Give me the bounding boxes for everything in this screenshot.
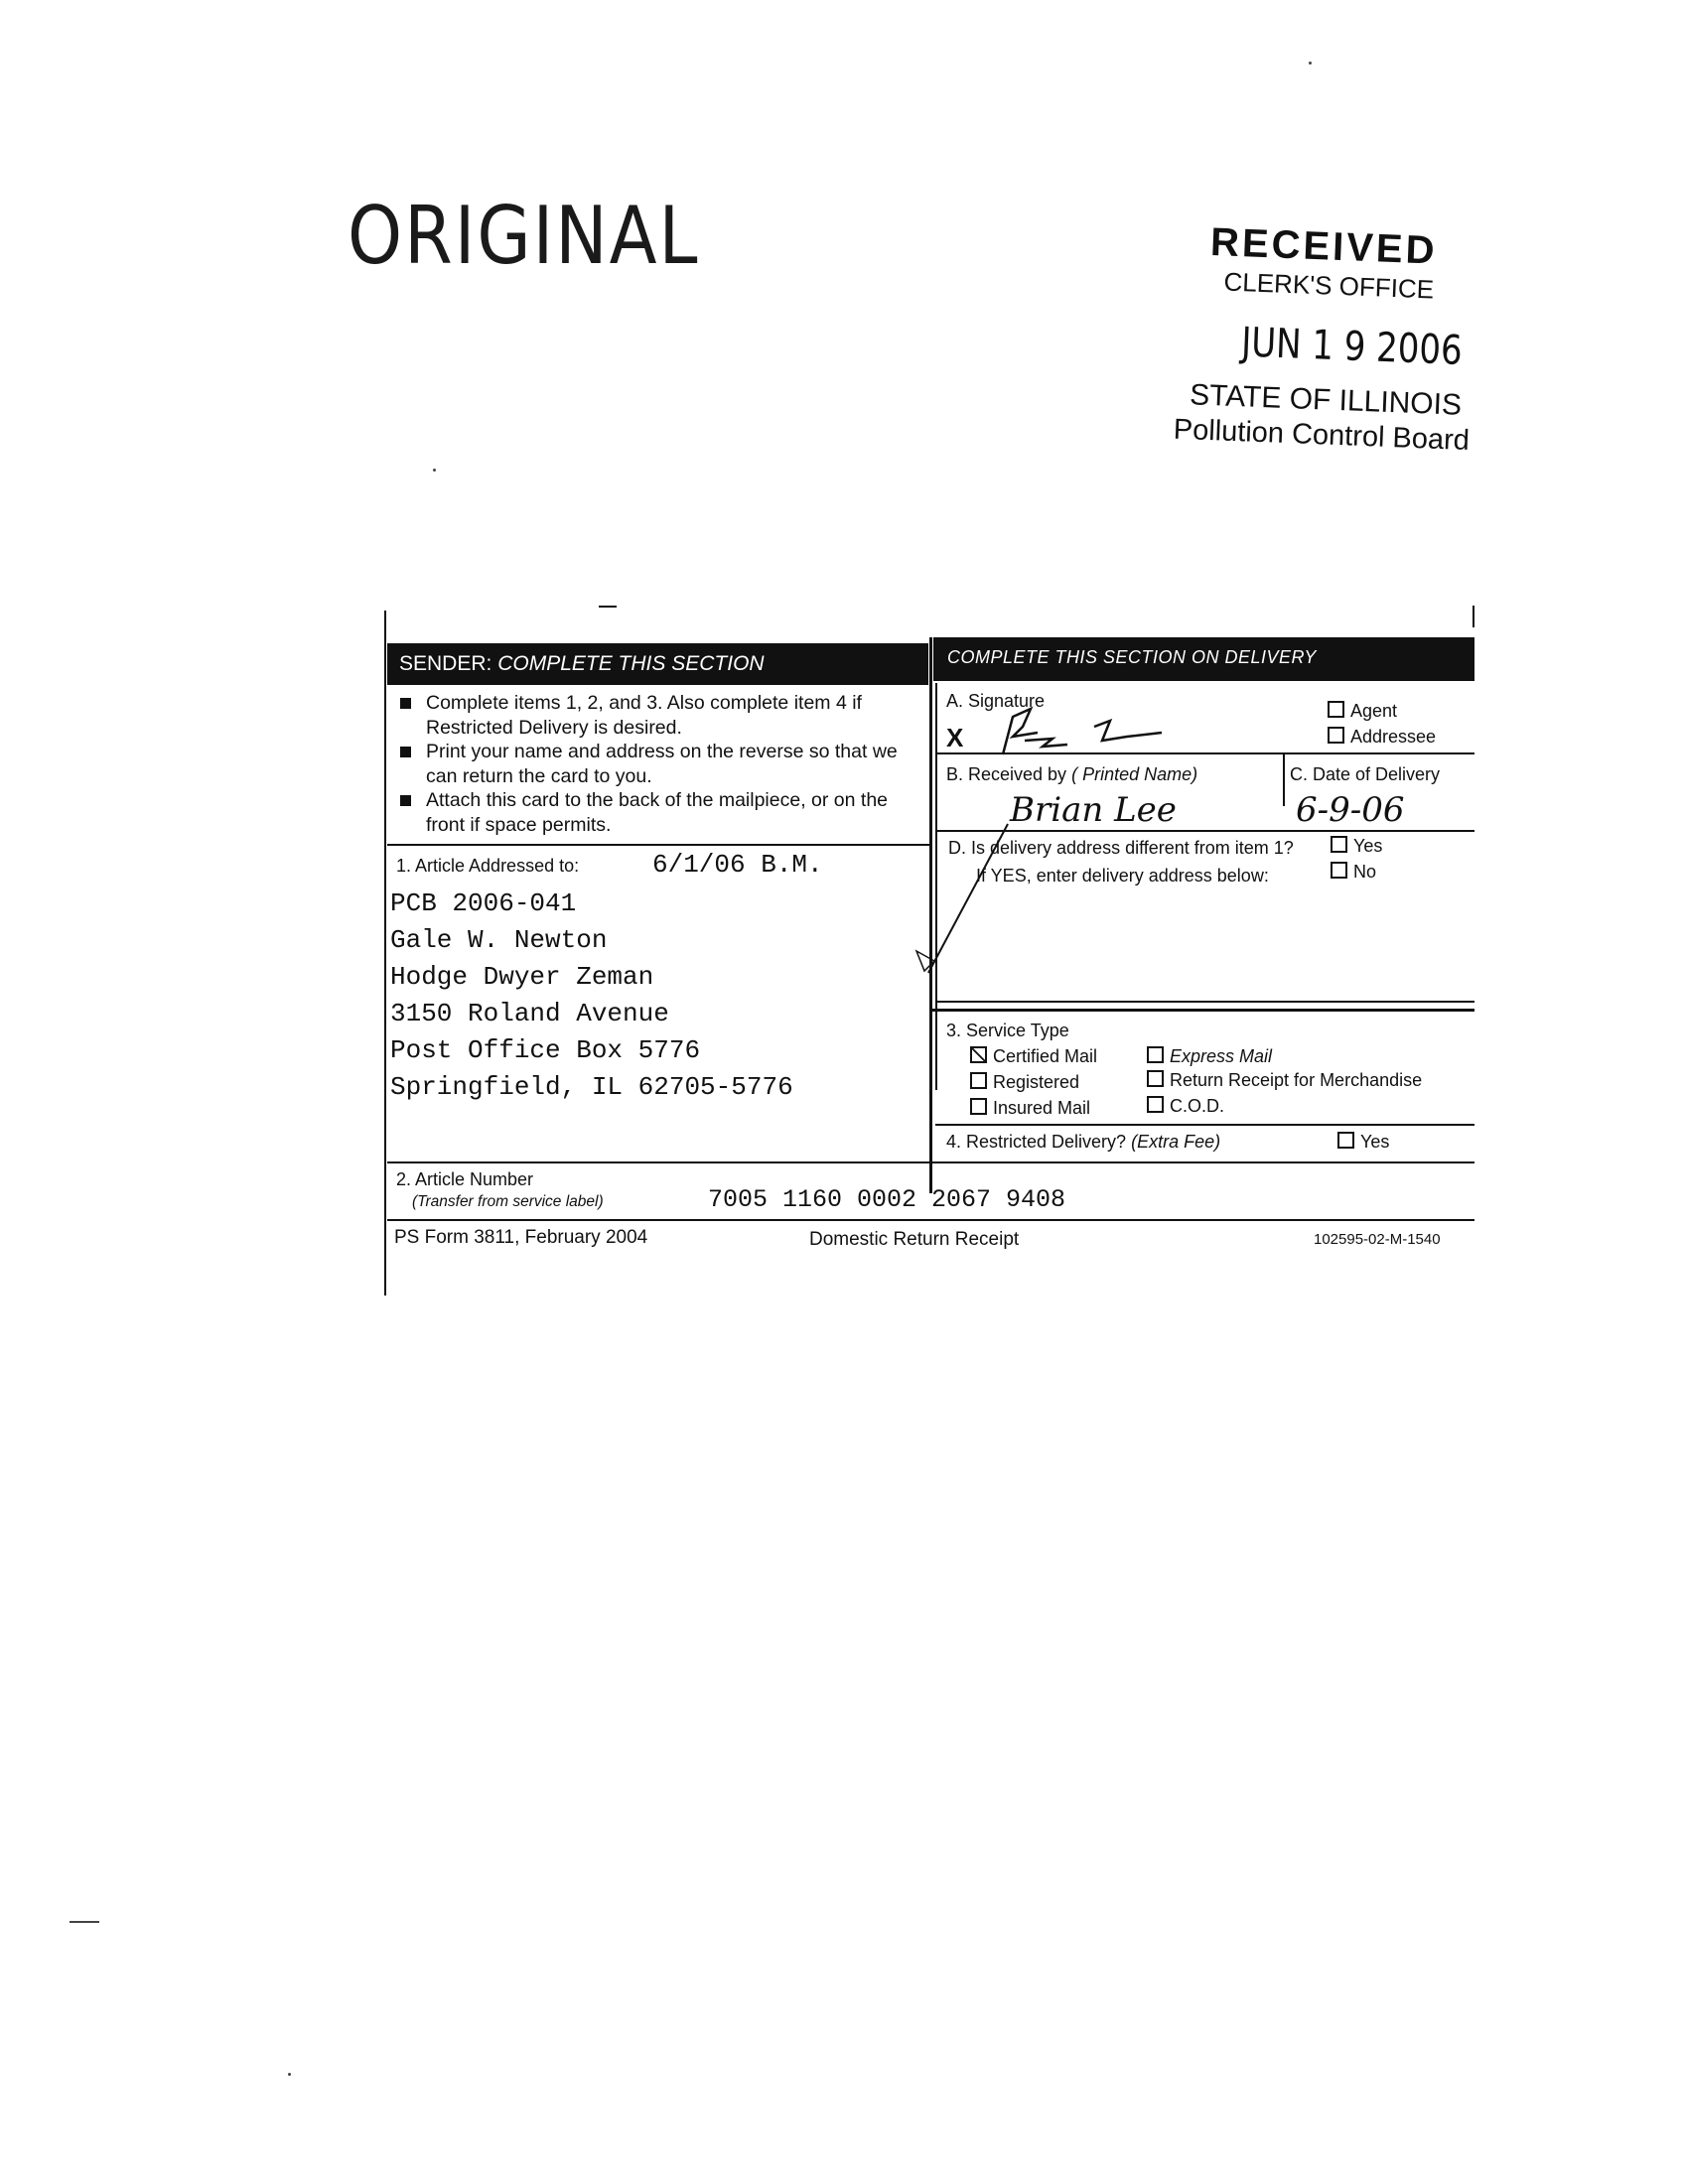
scan-speck [433, 469, 436, 472]
article-addressed-label: 1. Article Addressed to: [396, 856, 580, 876]
bullet-square-icon [400, 795, 411, 806]
different-address-no[interactable]: No [1331, 862, 1376, 883]
bullet-square-icon [400, 698, 411, 709]
instruction-item: Attach this card to the back of the mailpiece, or on the front if space permits. [400, 788, 916, 837]
service-express-mail[interactable]: Express Mail [1147, 1046, 1272, 1067]
received-by-handwriting: Brian Lee [1010, 790, 1177, 830]
pen-stroke-line [859, 814, 1018, 983]
address-line: Post Office Box 5776 [390, 1035, 701, 1065]
restricted-delivery-yes[interactable]: Yes [1337, 1132, 1389, 1153]
instructions-divider [387, 844, 931, 846]
agent-checkbox[interactable] [1328, 701, 1344, 718]
top-dash [599, 606, 617, 608]
address-line: Hodge Dwyer Zeman [390, 962, 654, 992]
sender-header-italic: COMPLETE THIS SECTION [497, 652, 765, 675]
sender-header-bold: SENDER: [399, 652, 492, 675]
article-number-label: 2. Article Number [396, 1169, 534, 1189]
date-of-delivery-handwriting: 6-9-06 [1296, 790, 1405, 830]
address-line: Gale W. Newton [390, 925, 608, 955]
address-line: PCB 2006-041 [390, 888, 577, 918]
restricted-delivery-label: 4. Restricted Delivery? (Extra Fee) [946, 1132, 1221, 1152]
form-number: PS Form 3811, February 2004 [394, 1227, 648, 1248]
addressee-option[interactable]: Addressee [1328, 727, 1436, 748]
different-address-yes[interactable]: Yes [1331, 836, 1382, 857]
return-receipt-checkbox[interactable] [1147, 1070, 1164, 1087]
article-number-value: 7005 1160 0002 2067 9408 [708, 1185, 1066, 1214]
article-number-top-border [387, 1161, 1474, 1163]
address-line: 3150 Roland Avenue [390, 999, 669, 1028]
sender-section-header [387, 643, 928, 685]
card-left-border [384, 611, 386, 1296]
certified-checkbox[interactable] [970, 1046, 987, 1063]
cod-checkbox[interactable] [1147, 1096, 1164, 1113]
express-checkbox[interactable] [1147, 1046, 1164, 1063]
card-right-tick [1473, 606, 1474, 627]
insured-checkbox[interactable] [970, 1098, 987, 1115]
stamp-board: Pollution Control Board [1173, 413, 1471, 458]
received-by-label: B. Received by ( Printed Name) [946, 764, 1198, 784]
instruction-item: Complete items 1, 2, and 3. Also complete item 4 if Restricted Delivery is desired. [400, 691, 916, 740]
stamp-office: CLERK'S OFFICE [1223, 266, 1435, 305]
stamp-state: STATE OF ILLINOIS [1189, 378, 1463, 422]
sender-instructions [400, 691, 916, 837]
scan-speck [70, 1921, 99, 1923]
form-code: 102595-02-M-1540 [1314, 1231, 1441, 1248]
article-note: 6/1/06 B.M. [652, 850, 823, 880]
delivery-section-header: COMPLETE THIS SECTION ON DELIVERY [933, 637, 1474, 681]
service-type-label: 3. Service Type [946, 1021, 1069, 1040]
received-stamp [1152, 218, 1498, 479]
addressee-checkbox[interactable] [1328, 727, 1344, 744]
date-of-delivery-label: C. Date of Delivery [1290, 764, 1441, 784]
registered-checkbox[interactable] [970, 1072, 987, 1089]
original-mark: ORIGINAL [348, 189, 700, 283]
scan-speck [1309, 62, 1312, 65]
form-title: Domestic Return Receipt [809, 1229, 1020, 1250]
delivery-box-bottom [935, 1001, 1474, 1003]
service-return-receipt[interactable]: Return Receipt for Merchandise [1147, 1070, 1422, 1091]
address-line: Springfield, IL 62705-5776 [390, 1072, 793, 1102]
signature-x: X [946, 723, 964, 752]
received-date-divider [1283, 754, 1285, 806]
service-cod[interactable]: C.O.D. [1147, 1096, 1224, 1117]
delivery-address-ifyes: If YES, enter delivery address below: [976, 866, 1269, 886]
stamp-date: JUN 1 9 2006 [1240, 319, 1464, 375]
article-number-sublabel: (Transfer from service label) [412, 1193, 604, 1210]
bullet-square-icon [400, 747, 411, 757]
service-divider [935, 1124, 1474, 1126]
service-insured-mail[interactable]: Insured Mail [970, 1098, 1090, 1119]
signature-label: A. Signature [946, 691, 1046, 711]
no-checkbox[interactable] [1331, 862, 1347, 879]
agent-option[interactable]: Agent [1328, 701, 1397, 722]
instruction-item: Print your name and address on the reverse so that we can return the card to you. [400, 740, 916, 788]
article-number-bottom-border [387, 1219, 1474, 1221]
service-certified-mail[interactable]: Certified Mail [970, 1046, 1097, 1067]
scan-speck [288, 2073, 291, 2076]
service-registered[interactable]: Registered [970, 1072, 1079, 1093]
delivery-box-bottom-outer [929, 1009, 1474, 1012]
restricted-yes-checkbox[interactable] [1337, 1132, 1354, 1149]
delivery-address-question: D. Is delivery address different from item 1? [948, 838, 1294, 858]
signature-divider [935, 752, 1474, 754]
stamp-title: RECEIVED [1209, 219, 1439, 273]
yes-checkbox[interactable] [1331, 836, 1347, 853]
return-receipt-card [382, 606, 1474, 1300]
